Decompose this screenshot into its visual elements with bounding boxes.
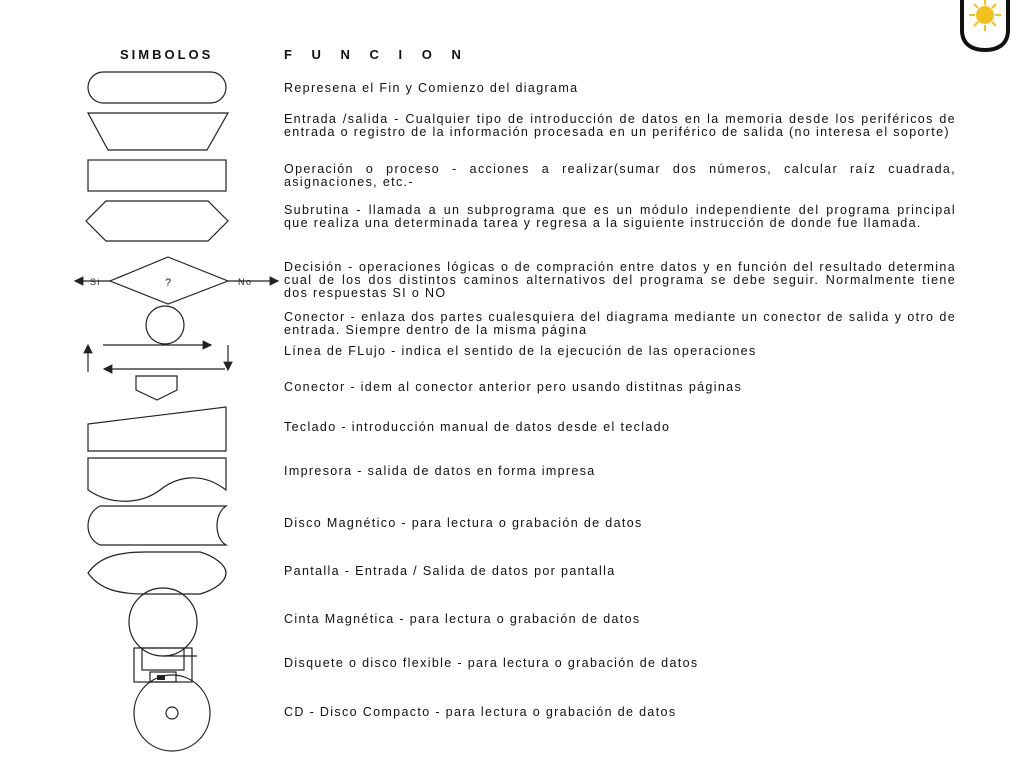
floppy-notch [157, 675, 165, 680]
sun-shield-logo [958, 0, 1012, 52]
process-symbol [88, 160, 226, 191]
decision-question-mark: ? [164, 277, 172, 289]
decision-no-label: No [238, 277, 253, 287]
row-keyboard-text: Teclado - introducción manual de datos desde el teclado [284, 420, 671, 434]
function-header: F U N C I O N [284, 47, 469, 62]
row-floppy-text: Disquete o disco flexible - para lectura o grabación de datos [284, 656, 699, 670]
row-cd-text: CD - Disco Compacto - para lectura o grabación de datos [284, 705, 677, 719]
cd-hole [166, 707, 178, 719]
io-symbol [88, 113, 228, 150]
subroutine-symbol [86, 201, 228, 241]
row-connector-text: Conector - enlaza dos partes cualesquiera del diagrama mediante un conector de salida y otro de entrada. Siempre dentro de la misma página [284, 310, 956, 337]
screen-symbol [88, 552, 226, 594]
row-flowline-text: Línea de FLujo - indica el sentido de la ejecución de las operaciones [284, 344, 757, 358]
row-printer-text: Impresora - salida de datos en forma impresa [284, 464, 596, 478]
row-offpage-text: Conector - idem al conector anterior pero usando distitnas páginas [284, 380, 743, 394]
keyboard-symbol [88, 407, 226, 451]
row-decision-text: Decisión - operaciones lógicas o de compración entre datos y en función del resultado determina cual de los dos distintos caminos alternativos del programa se debe seguir. Normalmente tiene dos respuestas SI o NO [284, 260, 956, 300]
row-subroutine-text: Subrutina - llamada a un subprograma que es un módulo independiente del programa principal que realiza una determinada tarea y regresa a la siguiente instrucción de donde fue llamada. [284, 203, 956, 230]
row-magnetic-disk-text: Disco Magnético - para lectura o grabación de datos [284, 516, 643, 530]
terminal-symbol [88, 72, 226, 103]
row-io-text: Entrada /salida - Cualquier tipo de introducción de datos en la memoria desde los periféricos de entrada o registro de la información procesada en un periférico de salida (no interesa el soporte) [284, 112, 956, 139]
symbols-header: SIMBOLOS [120, 47, 214, 62]
row-tape-text: Cinta Magnética - para lectura o grabación de datos [284, 612, 641, 626]
printer-symbol [88, 458, 226, 501]
offpage-connector-symbol [136, 376, 177, 400]
magnetic-disk-symbol [88, 506, 226, 545]
connector-symbol [146, 306, 184, 344]
cd-symbol [134, 675, 210, 751]
row-terminal-text: Represena el Fin y Comienzo del diagrama [284, 81, 579, 95]
symbols-column [0, 0, 290, 768]
row-screen-text: Pantalla - Entrada / Salida de datos por pantalla [284, 564, 616, 578]
floppy-shutter [142, 648, 184, 670]
row-process-text: Operación o proceso - acciones a realizar(sumar dos números, calcular raíz cuadrada, asignaciones, etc.- [284, 162, 956, 189]
tape-symbol [129, 588, 197, 656]
decision-yes-label: Si [90, 277, 102, 287]
